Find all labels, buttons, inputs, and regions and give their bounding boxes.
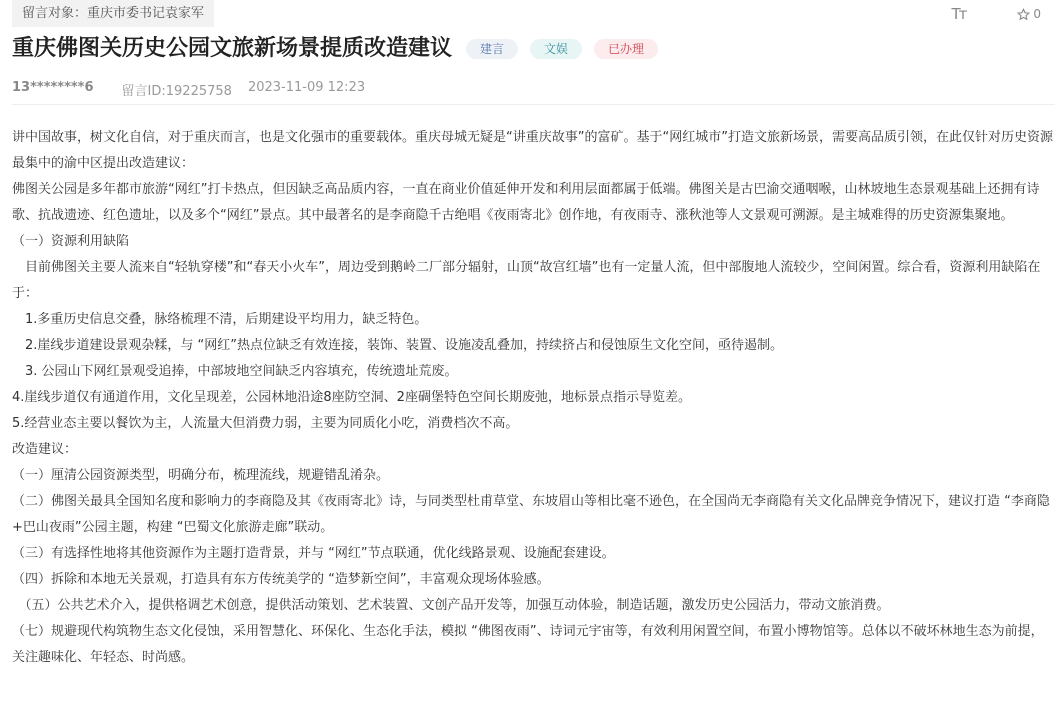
content-paragraph: （三）有选择性地将其他资源作为主题打造背景，并与 “网红”节点联通，优化线路景观、设施配套建设。 bbox=[12, 546, 615, 561]
message-content bbox=[12, 125, 1056, 671]
content-paragraph: 讲中国故事，树文化自信，对于重庆而言，也是文化强市的重要载体。重庆母城无疑是“讲重庆故事”的富矿。基于“网红城市”打造文旅新场景，需要高品质引领，在此仅针对历史资源最集中的渝中区提出改造建议： bbox=[12, 130, 1053, 171]
content-paragraph: （四）拆除和本地无关景观，打造具有东方传统美学的 “造梦新空间”，丰富观众现场体验感。 bbox=[12, 572, 550, 587]
post-meta bbox=[12, 80, 365, 99]
content-paragraph: 3. 公园山下网红景观受追捧，中部坡地空间缺乏内容填充，传统遗址荒废。 bbox=[12, 364, 458, 379]
author-id: 13********6 bbox=[12, 80, 94, 95]
content-paragraph: 4.崖线步道仅有通道作用，文化呈现差，公园林地沿途8座防空洞、2座碉堡特色空间长期废弛，地标景点指示导览差。 bbox=[12, 390, 691, 405]
header-divider bbox=[12, 104, 1055, 105]
message-target-label: 留言对象：重庆市委书记袁家军 bbox=[12, 0, 214, 27]
content-paragraph: （二）佛图关最具全国知名度和影响力的李商隐及其《夜雨寄北》诗，与同类型杜甫草堂、东坡眉山等相比毫不逊色，在全国尚无李商隐有关文化品牌竞争情况下，建议打造 “李商隐+巴山夜雨”公园主题，构建 “巴蜀文化旅游走廊”联动。 bbox=[12, 494, 1050, 535]
page-title: 重庆佛图关历史公园文旅新场景提质改造建议 bbox=[12, 36, 453, 61]
content-paragraph: 改造建议： bbox=[12, 442, 78, 457]
message-id: 留言ID:19225758 bbox=[121, 84, 232, 99]
title-row bbox=[12, 34, 658, 64]
content-paragraph: 1.多重历史信息交叠，脉络梳理不清，后期建设平均用力，缺乏特色。 bbox=[12, 312, 428, 327]
content-paragraph: （一）资源利用缺陷 bbox=[12, 234, 130, 249]
content-paragraph: 佛图关公园是多年都市旅游“网红”打卡热点，但因缺乏高品质内容，一直在商业价值延伸开发和利用层面都属于低端。佛图关是古巴渝交通咽喉，山林坡地生态景观基础上还拥有诗歌、抗战遗迹、红色遗址，以及多个“网红”景点。其中最著名的是李商隐千古绝唱《夜雨寄北》创作地，有夜雨寺、涨秋池等人文景观可溯源。是主城难得的历史资源集聚地。 bbox=[12, 182, 1040, 223]
category-badge: 文娱 bbox=[530, 39, 582, 59]
content-paragraph: （五）公共艺术介入，提供格调艺术创意，提供活动策划、艺术装置、文创产品开发等，加强互动体验，制造话题，激发历史公园活力，带动文旅消费。 bbox=[12, 598, 890, 613]
content-paragraph: 目前佛图关主要人流来自“轻轨穿楼”和“春天小火车”，周边受到鹅岭二厂部分辐射，山顶“故宫红墙”也有一定量人流，但中部腹地人流较少，空间闲置。综合看，资源利用缺陷在于： bbox=[12, 260, 1041, 301]
favorite-count: 0 bbox=[1033, 7, 1041, 21]
top-toolbar bbox=[951, 4, 1041, 24]
content-paragraph: （一）厘清公园资源类型，明确分布，梳理流线，规避错乱淆杂。 bbox=[12, 468, 390, 483]
content-paragraph: 2.崖线步道建设景观杂糅，与 “网红”热点位缺乏有效连接，装饰、装置、设施凌乱叠加，持续挤占和侵蚀原生文化空间，亟待遏制。 bbox=[12, 338, 784, 353]
font-size-icon[interactable]: Tт bbox=[951, 5, 966, 23]
type-badge: 建言 bbox=[466, 39, 518, 59]
star-icon bbox=[1017, 8, 1030, 21]
favorite-button[interactable] bbox=[1017, 7, 1041, 21]
post-datetime: 2023-11-09 12:23 bbox=[247, 80, 366, 95]
status-badge: 已办理 bbox=[594, 39, 658, 59]
content-paragraph: （七）规避现代构筑物生态文化侵蚀，采用智慧化、环保化、生态化手法，模拟 “佛图夜雨”、诗词元宇宙等，有效利用闲置空间，布置小博物馆等。总体以不破坏林地生态为前提，关注趣味化、年轻态、时尚感。 bbox=[12, 624, 1044, 665]
content-paragraph: 5.经营业态主要以餐饮为主，人流量大但消费力弱，主要为同质化小吃，消费档次不高。 bbox=[12, 416, 519, 431]
